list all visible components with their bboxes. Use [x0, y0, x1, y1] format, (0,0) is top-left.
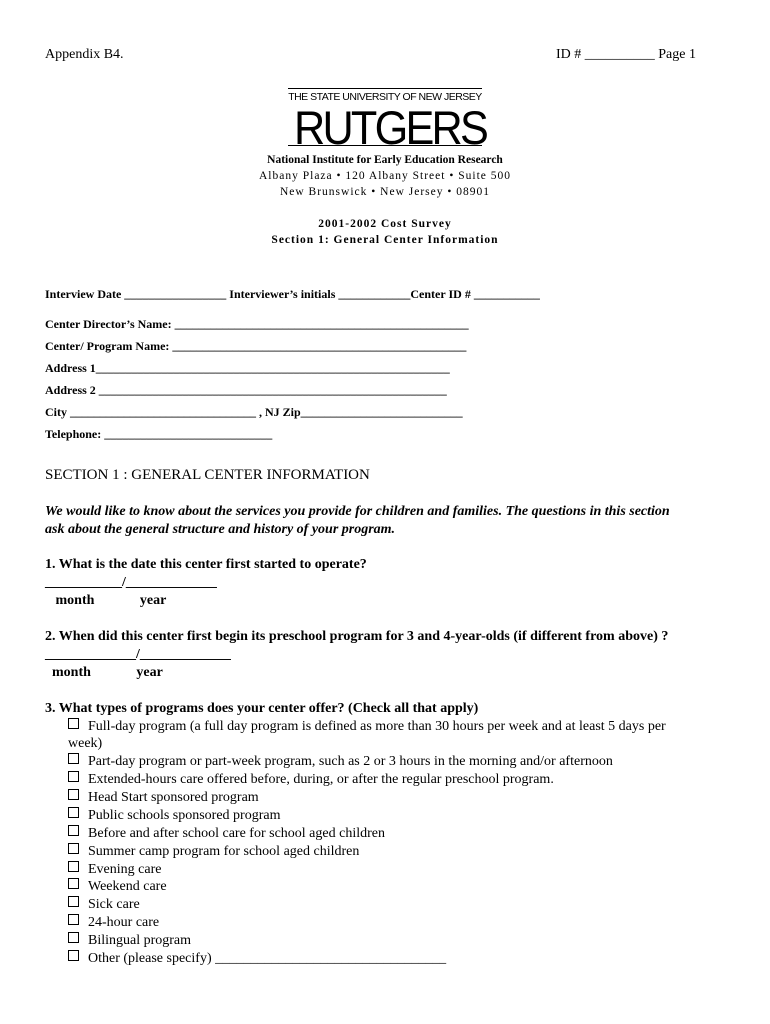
- option-other[interactable]: Other (please specify) _________________________________: [68, 950, 446, 967]
- option-full-day[interactable]: Full-day program (a full day program is defined as more than 30 hours per week and at least 5 days per: [68, 718, 666, 735]
- institute-address-2: New Brunswick • New Jersey • 08901: [279, 186, 491, 198]
- option-24-hour-care[interactable]: 24-hour care: [68, 914, 159, 931]
- checkbox[interactable]: [68, 753, 79, 764]
- survey-section: Section 1: General Center Information: [271, 234, 499, 246]
- logo-subtitle: THE STATE UNIVERSITY OF NEW JERSEY: [288, 91, 482, 103]
- intro-line-1: We would like to know about the services you provide for children and families. The questions in this section: [45, 504, 670, 519]
- question-2-blank: _____________/_____________: [45, 647, 231, 662]
- intro-line-2: ask about the general structure and history of your program.: [45, 522, 396, 537]
- option-evening-care[interactable]: Evening care: [68, 861, 161, 878]
- option-sick-care[interactable]: Sick care: [68, 896, 140, 913]
- checkbox[interactable]: [68, 950, 79, 961]
- checkbox[interactable]: [68, 718, 79, 729]
- option-bilingual[interactable]: Bilingual program: [68, 932, 191, 949]
- checkbox[interactable]: [68, 825, 79, 836]
- option-public-schools[interactable]: Public schools sponsored program: [68, 807, 280, 824]
- section-title: SECTION 1 : GENERAL CENTER INFORMATION: [45, 467, 370, 483]
- checkbox[interactable]: [68, 843, 79, 854]
- option-summer-camp[interactable]: Summer camp program for school aged children: [68, 843, 359, 860]
- option-before-after-school[interactable]: Before and after school care for school aged children: [68, 825, 385, 842]
- option-extended-hours[interactable]: Extended-hours care offered before, during, or after the regular preschool program.: [68, 771, 554, 788]
- checkbox[interactable]: [68, 896, 79, 907]
- address-2-field: Address 2 __________________________________________________________: [45, 383, 447, 397]
- question-1-labels: month year: [45, 593, 167, 608]
- telephone-field: Telephone: ____________________________: [45, 427, 273, 441]
- institute-name: National Institute for Early Education Research: [267, 154, 503, 166]
- program-name-field: Center/ Program Name: _________________________________________________: [45, 339, 467, 353]
- appendix-label: Appendix B4.: [45, 47, 124, 62]
- checkbox[interactable]: [68, 932, 79, 943]
- question-3: 3. What types of programs does your center offer? (Check all that apply): [45, 701, 479, 716]
- option-full-day-continuation: week): [68, 736, 103, 751]
- option-weekend-care[interactable]: Weekend care: [68, 878, 167, 895]
- checkbox[interactable]: [68, 861, 79, 872]
- option-head-start[interactable]: Head Start sponsored program: [68, 789, 259, 806]
- question-2: 2. When did this center first begin its preschool program for 3 and 4-year-olds (if different from above) ?: [45, 629, 669, 644]
- survey-title: 2001-2002 Cost Survey: [318, 218, 452, 230]
- institute-address-1: Albany Plaza • 120 Albany Street • Suite 500: [259, 170, 511, 182]
- director-field: Center Director’s Name: _________________________________________________: [45, 317, 469, 331]
- logo-wordmark: RUTGERS: [294, 101, 487, 154]
- interview-line: Interview Date _________________ Interviewer’s initials ____________Center ID # ___________: [45, 287, 540, 301]
- question-1: 1. What is the date this center first started to operate?: [45, 557, 367, 572]
- id-page-label: ID # __________ Page 1: [556, 47, 696, 62]
- checkbox[interactable]: [68, 878, 79, 889]
- question-1-blank: ___________/_____________: [45, 575, 217, 590]
- checkbox[interactable]: [68, 914, 79, 925]
- checkbox[interactable]: [68, 789, 79, 800]
- checkbox[interactable]: [68, 771, 79, 782]
- checkbox[interactable]: [68, 807, 79, 818]
- city-zip-field: City _______________________________ , NJ Zip___________________________: [45, 405, 463, 419]
- option-part-day[interactable]: Part-day program or part-week program, such as 2 or 3 hours in the morning and/or afternoon: [68, 753, 613, 770]
- question-2-labels: month year: [45, 665, 163, 680]
- address-1-field: Address 1___________________________________________________________: [45, 361, 450, 375]
